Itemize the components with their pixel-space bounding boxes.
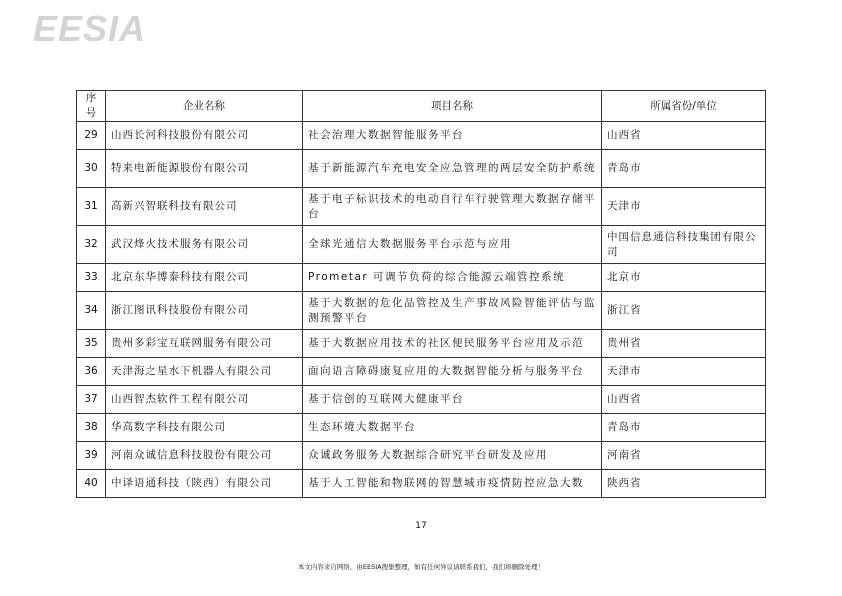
row-project-name: 生态环境大数据平台 <box>303 414 602 442</box>
row-province: 天津市 <box>602 358 766 386</box>
row-serial-number: 34 <box>77 292 106 330</box>
row-province: 青岛市 <box>602 414 766 442</box>
row-company-name: 贵州多彩宝互联网服务有限公司 <box>106 330 303 358</box>
row-serial-number: 31 <box>77 188 106 226</box>
row-province: 贵州省 <box>602 330 766 358</box>
row-company-name: 高新兴智联科技有限公司 <box>106 188 303 226</box>
header-province: 所属省份/单位 <box>602 91 766 122</box>
row-serial-number: 36 <box>77 358 106 386</box>
table-row <box>77 358 766 386</box>
table-row <box>77 292 766 330</box>
row-serial-number: 39 <box>77 442 106 470</box>
row-province: 山西省 <box>602 386 766 414</box>
table-row <box>77 386 766 414</box>
table-row <box>77 470 766 498</box>
header-company-name: 企业名称 <box>106 91 303 122</box>
table-row <box>77 330 766 358</box>
row-province: 天津市 <box>602 188 766 226</box>
row-serial-number: 33 <box>77 264 106 292</box>
table-row <box>77 414 766 442</box>
header-project-name: 项目名称 <box>303 91 602 122</box>
row-project-name: 全球光通信大数据服务平台示范与应用 <box>303 226 602 264</box>
page-number: 17 <box>415 521 427 531</box>
row-province: 河南省 <box>602 442 766 470</box>
row-company-name: 北京东华博泰科技有限公司 <box>106 264 303 292</box>
eesia-logo: EESIA <box>33 8 147 49</box>
row-project-name: 众诚政务服务大数据综合研究平台研发及应用 <box>303 442 602 470</box>
table-row <box>77 226 766 264</box>
header-serial-number: 序号 <box>77 91 106 122</box>
row-province: 浙江省 <box>602 292 766 330</box>
row-company-name: 浙江图讯科技股份有限公司 <box>106 292 303 330</box>
row-province: 青岛市 <box>602 150 766 188</box>
row-project-name: 基于电子标识技术的电动自行车行驶管理大数据存储平台 <box>303 188 602 226</box>
footer-disclaimer: 本文内容来自网络，由EESIA搜集整理，如有任何异议请联系我们，我们将删除处理！ <box>297 563 545 571</box>
table-row <box>77 188 766 226</box>
row-serial-number: 38 <box>77 414 106 442</box>
row-project-name: 社会治理大数据智能服务平台 <box>303 122 602 150</box>
row-province: 陕西省 <box>602 470 766 498</box>
row-company-name: 天津海之星水下机器人有限公司 <box>106 358 303 386</box>
row-project-name: 基于大数据的危化品管控及生产事故风险智能评估与监测预警平台 <box>303 292 602 330</box>
row-serial-number: 40 <box>77 470 106 498</box>
table-row <box>77 442 766 470</box>
enterprise-project-table <box>76 90 766 498</box>
row-company-name: 武汉烽火技术服务有限公司 <box>106 226 303 264</box>
row-project-name: 基于信创的互联网大健康平台 <box>303 386 602 414</box>
row-province: 山西省 <box>602 122 766 150</box>
row-company-name: 山西智杰软件工程有限公司 <box>106 386 303 414</box>
row-company-name: 山西长河科技股份有限公司 <box>106 122 303 150</box>
row-company-name: 中译语通科技（陕西）有限公司 <box>106 470 303 498</box>
row-project-name: 面向语言障碍康复应用的大数据智能分析与服务平台 <box>303 358 602 386</box>
row-company-name: 华高数字科技有限公司 <box>106 414 303 442</box>
row-serial-number: 37 <box>77 386 106 414</box>
row-province: 中国信息通信科技集团有限公司 <box>602 226 766 264</box>
table-header-row <box>77 91 766 122</box>
table-row <box>77 264 766 292</box>
row-serial-number: 29 <box>77 122 106 150</box>
row-project-name: 基于大数据应用技术的社区便民服务平台应用及示范 <box>303 330 602 358</box>
row-serial-number: 30 <box>77 150 106 188</box>
row-project-name: 基于人工智能和物联网的智慧城市疫情防控应急大数 <box>303 470 602 498</box>
table-row <box>77 150 766 188</box>
table-row <box>77 122 766 150</box>
row-project-name: 基于新能源汽车充电安全应急管理的两层安全防护系统 <box>303 150 602 188</box>
row-company-name: 河南众诚信息科技股份有限公司 <box>106 442 303 470</box>
row-serial-number: 35 <box>77 330 106 358</box>
row-province: 北京市 <box>602 264 766 292</box>
row-serial-number: 32 <box>77 226 106 264</box>
row-company-name: 特来电新能源股份有限公司 <box>106 150 303 188</box>
row-project-name: Prometar 可调节负荷的综合能源云端管控系统 <box>303 264 602 292</box>
